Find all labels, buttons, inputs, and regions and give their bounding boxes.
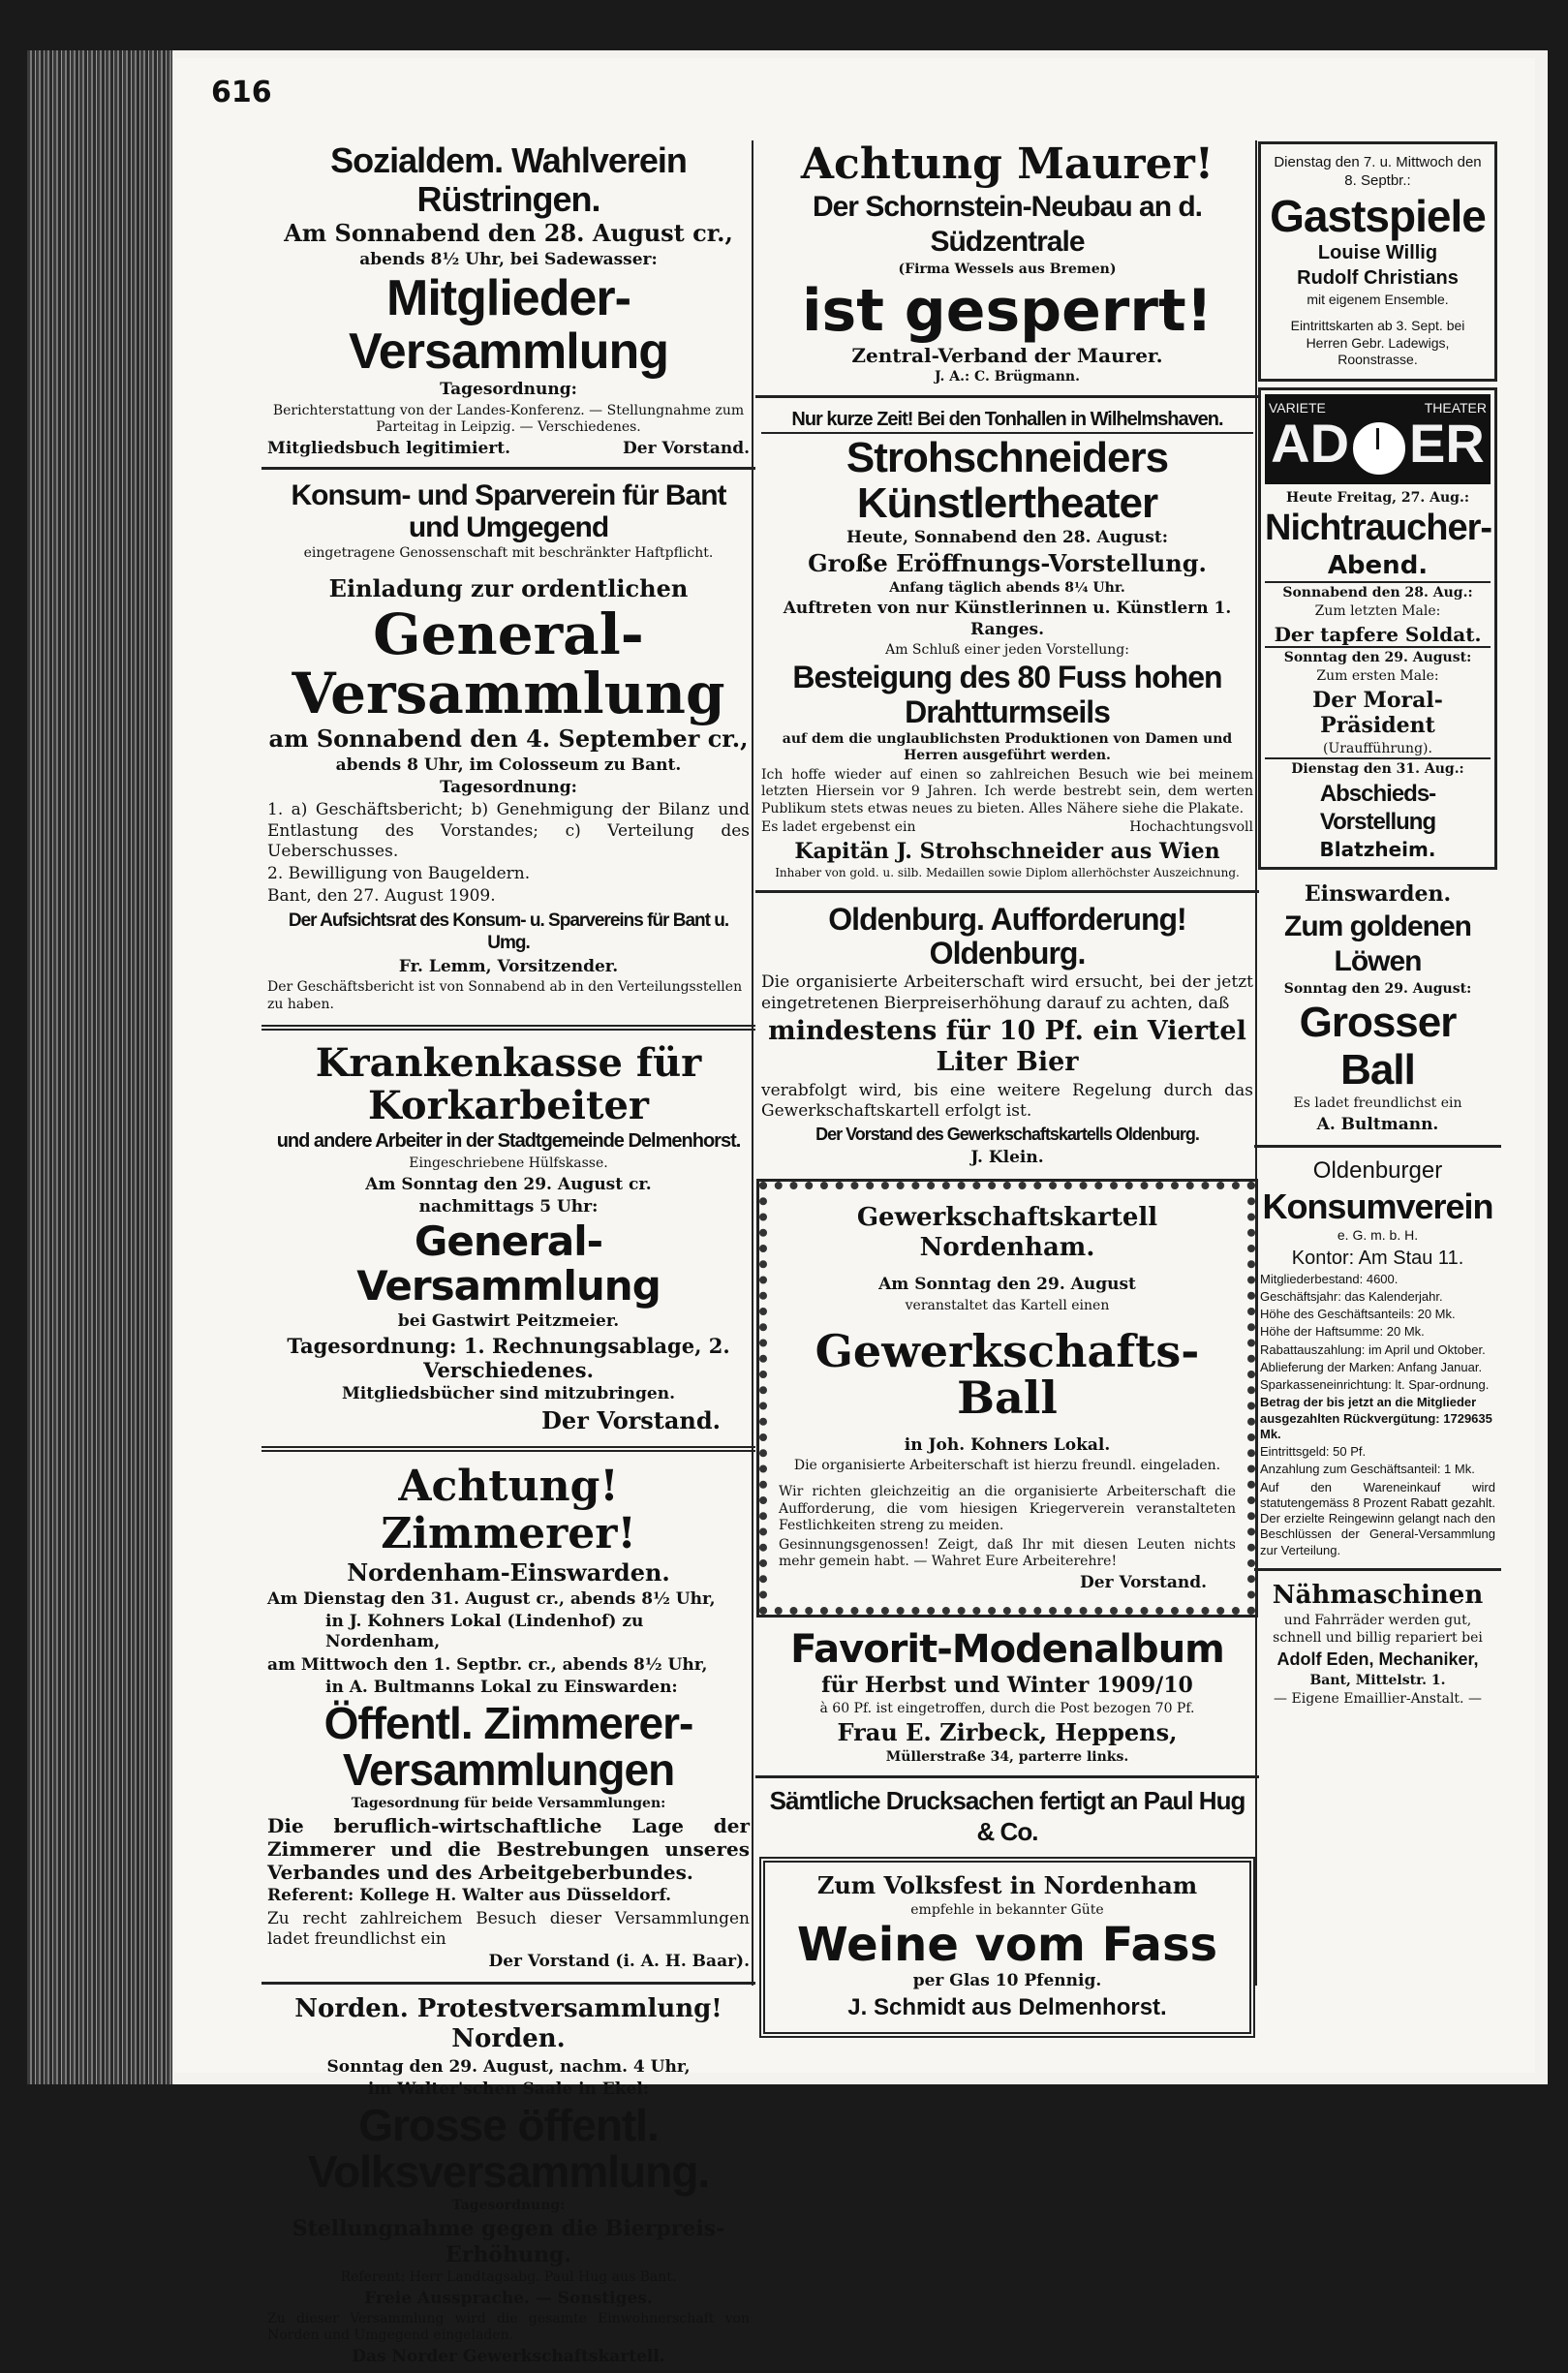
ad-price: per Glas 10 Pfennig. [912,1971,1102,1991]
ad-line: in A. Bultmanns Lokal zu Einswarden: [325,1677,678,1697]
ad-place: in Joh. Kohners Lokal. [904,1434,1111,1455]
ad-signature: A. Bultmann. [1316,1114,1439,1134]
ad-line: in J. Kohners Lokal (Lindenhof) zu Nordenham, [325,1612,644,1652]
ad-date: Am Sonntag den 29. August [878,1275,1136,1295]
ad-tickets: Eintrittskarten ab 3. Sept. bei Herren Gebr. Ladewigs, Roonstrasse. [1290,318,1465,368]
ad-konsumverein [1254,1152,1501,1564]
info-line: Geschäftsjahr: das Kalenderjahr. [1260,1288,1443,1304]
ad-season: für Herbst und Winter 1909/10 [821,1673,1193,1699]
ad-address: Bant, Mittelstr. 1. [1309,1672,1446,1688]
ad-invite: Zu recht zahlreichem Besuch dieser Versammlungen ladet freundlichst ein [267,1908,750,1949]
ad-seller: J. Schmidt aus Delmenhorst. [847,1993,1167,2020]
info-line: Sparkasseneinrichtung: lt. Spar-ordnung. [1260,1377,1490,1393]
event-date: Dienstag den 31. Aug.: [1291,761,1464,778]
ad-signature: Das Norder Gewerkschaftskartell. [352,2346,665,2366]
ad-name: J. Klein. [970,1147,1044,1167]
ad-headline: ist gesperrt! [801,276,1214,345]
info-line: Ablieferung der Marken: Anfang Januar. [1260,1359,1483,1374]
ad-title: Konsumverein [1262,1186,1493,1226]
ad-gastspiele [1258,141,1497,382]
ad-event: Grosse öffentl. Volksversammlung. [307,2100,710,2198]
ad-seller: Adolf Eden, Mechaniker, [1276,1649,1479,1670]
ad-highlight: Besteigung des 80 Fuss hohen Drahtturmseils [792,660,1222,729]
ad-event: Öffentl. Zimmerer-Versammlungen [323,1698,693,1796]
ad-title: Norden. Protestversammlung! Norden. [294,1994,723,2054]
ad-title: Gastspiele [1270,190,1486,241]
ad-speaker: Referent: Herr Landtagsabg. Paul Hug aus Bant. [340,2269,677,2286]
ad-place: Einswarden. [1304,881,1452,908]
sign-right: THEATER [1424,399,1487,416]
ad-greet: Es ladet ergebenst ein [761,819,916,836]
ad-norden [261,1988,755,2373]
ad-title: Achtung Maurer! [800,139,1214,189]
ad-medals: Inhaber von gold. u. silb. Medaillen sowie Diplom allerhöchster Auszeichnung. [775,866,1240,880]
clock-icon [1349,418,1409,478]
info-line: Höhe des Geschäftsanteils: 20 Mk. [1260,1307,1456,1322]
ad-agenda: Berichterstattung von der Landes-Konferenz. — Stellungnahme zum Parteitag in Leipzig. — Verschiedenes. [272,402,745,436]
ad-free: Freie Aussprache. — Sonstiges. [364,2288,653,2308]
ad-event: General-Versammlung [356,1217,661,1310]
ad-place: im Walter'schen Saale in Ekel: [367,2079,650,2099]
ad-date: Sonntag den 29. August: [1283,980,1472,997]
event-date: Sonntag den 29. August: [1283,649,1472,665]
ad-event: Grosser Ball [1299,999,1457,1094]
info-line: Betrag der bis jetzt an die Mitglieder ausgezahlten Rückvergütung: 1729635 Mk. [1260,1395,1492,1441]
ad-subtitle: eingetragene Genossenschaft mit beschränkter Haftpflicht. [303,544,714,561]
ad-highlight: mindestens für 10 Pf. ein Viertel Liter Bier [768,1015,1246,1078]
ad-kuenstlertheater [755,402,1259,886]
ad-text: Gesinnungsgenossen! Zeigt, daß Ihr mit diesen Leuten nichts mehr gemein habt. — Wahret Eure Arbeiterehre! [779,1536,1236,1570]
adler-name-left: AD [1271,413,1350,475]
ad-signature: Der Vorstand. [623,438,750,458]
page-number: 616 [211,76,272,109]
ad-text: verabfolgt wird, bis eine weitere Regelung durch das Gewerkschaftskartell erfolgt ist. [761,1080,1253,1121]
ad-firm: (Firma Wessels aus Bremen) [898,262,1117,278]
ad-adler-theater [1258,387,1497,871]
ad-event: Gewerkschafts-Ball [815,1325,1200,1425]
column-2 [755,136,1259,2044]
ad-by: veranstaltet das Kartell einen [905,1297,1110,1313]
ad-item: 2. Bewilligung von Baugeldern. [267,864,531,884]
ad-line: Am Dienstag den 31. August cr., abends 8½ Uhr, [267,1588,716,1609]
event-title: Nichtraucher- [1265,508,1492,548]
ad-gewerkschafts-ball [759,1182,1255,1615]
ad-note: Der Geschäftsbericht ist von Sonnabend ab in den Verteilungsstellen zu haben. [267,979,743,1012]
ad-invite: Einladung zur ordentlichen [328,574,689,603]
ad-signature: Der Vorstand. [1080,1572,1207,1592]
ad-agenda: Die beruflich-wirtschaftliche Lage der Zimmerer und die Bestrebungen unseres Verbandes und des Arbeitgeberbundes. [267,1814,750,1885]
event-title-2: Abend. [1265,551,1491,583]
ad-date: Heute, Sonnabend den 28. August: [846,527,1168,547]
ad-title: Achtung! Zimmerer! [381,1462,636,1558]
ad-org: Zentral-Verband der Maurer. [851,343,1163,367]
ad-agenda-head: Tagesordnung: [440,778,577,798]
ad-title: Krankenkasse für Korkarbeiter [315,1040,702,1129]
event-date: Sonnabend den 28. Aug.: [1282,584,1473,601]
ad-time: abends 8 Uhr, im Colosseum zu Bant. [335,755,682,775]
ad-title: Favorit-Modenalbum [790,1627,1224,1673]
ad-chair: Fr. Lemm, Vorsitzender. [398,957,619,977]
info-line: Rabattauszahlung: im April und Oktober. [1260,1341,1486,1357]
column-1 [261,136,755,2373]
ad-actor: Rudolf Christians [1297,266,1459,289]
ad-board: Der Aufsichtsrat des Konsum- u. Sparvereins für Bant u. Umg. [288,909,729,954]
ad-date: Am Sonnabend den 28. August cr., [284,219,733,248]
ad-address: Müllerstraße 34, parterre links. [885,1748,1129,1765]
ad-agenda: Tagesordnung: 1. Rechnungsablage, 2. Verschiedenes. [287,1333,730,1383]
info-line: Höhe der Haftsumme: 20 Mk. [1260,1324,1425,1340]
ad-office: Kontor: Am Stau 11. [1291,1247,1464,1269]
ad-naehmaschinen [1254,1575,1501,1714]
ad-signature: Der Vorstand (i. A. H. Baar). [488,1952,750,1972]
ad-event: Mitglieder-Versammlung [348,270,669,380]
ad-banner: Nur kurze Zeit! Bei den Tonhallen in Wilhelmshaven. [761,408,1253,434]
ad-date: am Sonnabend den 4. September cr., [268,724,749,753]
event-title: Der tapfere Soldat. [1265,623,1491,648]
ad-event: Große Eröffnungs-Vorstellung. [808,549,1207,578]
event-sub: (Uraufführung). [1265,741,1491,760]
info-line: Anzahlung zum Geschäftsanteil: 1 Mk. [1260,1462,1475,1477]
ad-title: Oldenburg. Aufforderung! Oldenburg. [828,902,1186,971]
ad-title: Konsum- und Sparverein für Bant und Umgegend [291,478,726,543]
ad-title: Zum Volksfest in Nordenham [816,1870,1198,1899]
event-note: Zum letzten Male: [1314,603,1441,620]
ad-note: Mitgliedsbücher sind mitzubringen. [341,1384,675,1404]
ad-seller: Frau E. Zirbeck, Heppens, [837,1718,1178,1747]
ad-date: Dienstag den 7. u. Mittwoch den 8. Septbr.: [1274,154,1482,189]
ad-title: Zum goldenen Löwen [1284,909,1471,977]
book-spine [27,50,172,2084]
ad-date: Sonntag den 29. August, nachm. 4 Uhr, [326,2056,691,2077]
ad-speaker: Referent: Kollege H. Walter aus Düsseldorf. [267,1886,672,1906]
ad-dateline: Bant, den 27. August 1909. [267,886,496,907]
ad-subtitle: Der Schornstein-Neubau an d. Südzentrale [812,191,1203,259]
ad-maurer [755,136,1259,391]
info-line: Mitgliederbestand: 4600. [1260,1271,1399,1286]
ad-agenda-head: Tagesordnung für beide Versammlungen: [351,1795,666,1811]
ad-weine [759,1857,1255,2038]
ad-title: Sozialdem. Wahlverein Rüstringen. [330,140,687,219]
adler-name-right: ER [1409,413,1485,475]
ad-invite: Es ladet freundlichst ein [1293,1095,1462,1112]
ad-signature: Kapitän J. Strohschneider aus Wien [794,838,1220,864]
ad-signature: Der Vorstand. [541,1405,721,1434]
ad-subtitle-2: Eingeschriebene Hülfskasse. [409,1156,608,1172]
ad-city: Oldenburger [1312,1156,1443,1184]
ad-agenda: Stellungnahme gegen die Bierpreis-Erhöhung. [292,2216,725,2267]
ad-wahlverein [261,136,755,463]
sign-left: VARIETE [1269,399,1326,416]
ad-title: Strohschneiders Künstlertheater [845,434,1169,527]
ad-highlight-sub: auf dem die unglaublichsten Produktionen von Damen und Herren ausgeführt werden. [782,730,1233,764]
ad-signature: Der Vorstand des Gewerkschaftskartells Oldenburg. [815,1125,1199,1145]
ad-note: — Eigene Emaillier-Anstalt. — [1274,1691,1482,1708]
ad-text: Wir richten gleichzeitig an die organisierte Arbeiterschaft die Aufforderung, die vom hiesigen Kriegerverein veranstalteten Festlichkeiten streng zu meiden. [779,1484,1236,1534]
ad-goldener-loewe [1254,876,1501,1140]
ad-agenda-head: Tagesordnung: [451,2197,566,2213]
ad-text: Die organisierte Arbeiterschaft wird ersucht, bei der jetzt eingetretenen Bierpreiserhöhung darauf zu achten, daß [761,972,1253,1013]
column-3 [1254,136,1501,1714]
ad-start: Anfang täglich abends 8¼ Uhr. [889,579,1125,596]
event-note: Zum ersten Male: [1316,668,1439,685]
ad-agenda-head: Tagesordnung: [440,380,577,400]
ad-place: Nordenham-Einswarden. [347,1558,670,1587]
ad-subtitle: und andere Arbeiter in der Stadtgemeinde Delmenhorst. [276,1130,741,1153]
ad-place: bei Gastwirt Peitzmeier. [397,1310,620,1331]
event-title: Abschieds-Vorstellung [1319,780,1436,835]
ad-item: 1. a) Geschäftsbericht; b) Genehmigung der Bilanz und Entlastung des Vorstandes; c) Verteilung des Ueberschusses. [267,800,750,861]
ad-text: Ich hoffe wieder auf einen so zahlreichen Besuch wie bei meinem letzten Hiersein vor 9 Jahren. Ich werde bestrebt sein, dem werten Publikum stets etwas neues zu bieten. Alles Nähere siehe die Plakate. [761,766,1253,817]
ad-signature: J. A.: C. Brügmann. [934,368,1080,385]
ad-finale: Am Schluß einer jeden Vorstellung: [885,641,1129,658]
event-name: Blatzheim. [1319,838,1436,862]
ad-time: abends 8½ Uhr, bei Sadewasser: [359,249,658,269]
ad-text: und Fahrräder werden gut, schnell und billig repariert bei [1273,1613,1483,1646]
ad-line: am Mittwoch den 1. Septbr. cr., abends 8½ Uhr, [267,1654,708,1675]
ad-invite: Die organisierte Arbeiterschaft ist hierzu freundl. eingeladen. [793,1457,1221,1473]
ad-title: Nähmaschinen [1272,1580,1484,1610]
ad-invite: Zu dieser Versammlung wird die gesamte Einwohnerschaft von Norden und Umgegend eingeladen. [267,2310,750,2344]
info-line: Eintrittsgeld: 50 Pf. [1260,1444,1367,1460]
ad-actor: Louise Willig [1317,241,1438,263]
info-line: Auf den Wareneinkauf wird statutengemäss 8 Prozent Rabatt gezahlt. Der erzielte Reingewinn gelangt nach den Beschlüssen der General-Versammlung zur Verteilung. [1260,1479,1495,1557]
ad-time: nachmittags 5 Uhr: [418,1197,599,1217]
event-date: Heute Freitag, 27. Aug.: [1285,489,1470,506]
ad-oldenburg [755,897,1259,1174]
ad-drucksachen: Sämtliche Drucksachen fertigt an Paul Hug & Co. [769,1786,1245,1846]
ad-subtitle: empfehle in bekannter Güte [910,1901,1104,1918]
ad-konsum-sparverein [261,474,755,1019]
ad-krankenkasse [261,1036,755,1440]
ad-modenalbum [755,1622,1259,1772]
ad-greet: Hochachtungsvoll [1129,819,1253,836]
ad-price: à 60 Pf. ist eingetroffen, durch die Post bezogen 70 Pf. [819,1700,1195,1716]
ad-zimmerer [261,1458,755,1978]
adler-sign [1265,394,1491,484]
event-title: Der Moral-Präsident [1312,687,1443,739]
ad-date: Am Sonntag den 29. August cr. [365,1174,652,1194]
ad-ensemble: mit eigenem Ensemble. [1307,291,1449,307]
ad-title: Gewerkschaftskartell Nordenham. [856,1202,1158,1263]
ad-artists: Auftreten von nur Künstlerinnen u. Künstlern 1. Ranges. [783,599,1232,639]
ad-form: e. G. m. b. H. [1337,1227,1419,1244]
ad-note: Mitgliedsbuch legitimiert. [267,438,510,458]
ad-event: General-Versammlung [292,601,725,727]
ad-headline: Weine vom Fass [796,1918,1218,1973]
